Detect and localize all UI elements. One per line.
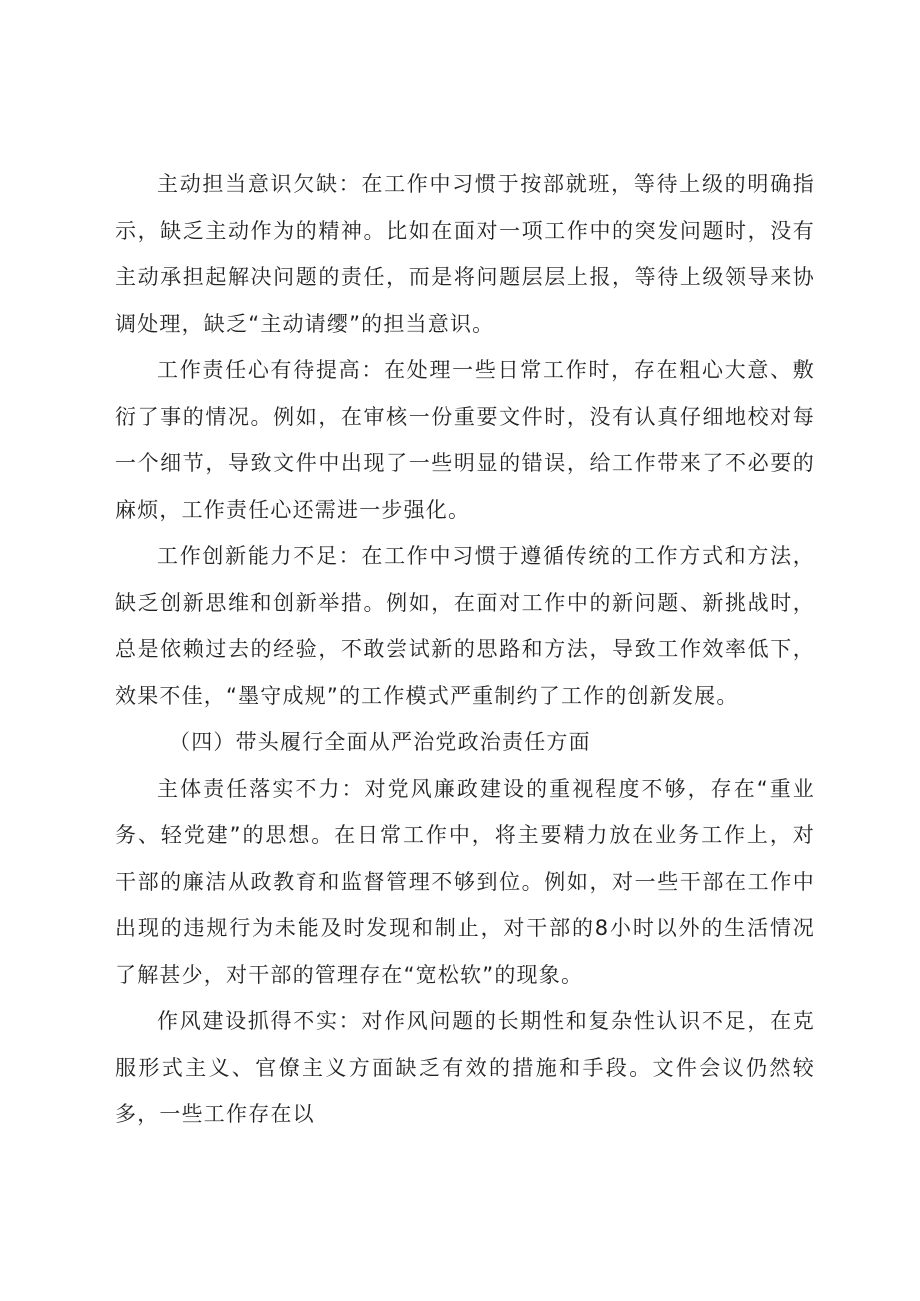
paragraph-innovation: 工作创新能力不足：在工作中习惯于遵循传统的工作方式和方法，缺乏创新思维和创新举措。例如，在面对工作中的新问题、新挑战时，总是依赖过去的经验，不敢尝试新的思路和方法，导致工作效率低下，效果不佳，“墨守成规”的工作模式严重制约了工作的创新发展。	[115, 544, 815, 708]
section-heading: （四）带头履行全面从严治党政治责任方面	[169, 730, 591, 754]
paragraph-work-style: 作风建设抓得不实：对作风问题的长期性和复杂性认识不足，在克服形式主义、官僚主义方面缺乏有效的措施和手段。文件会议仍然较多，一些工作存在以	[115, 1009, 815, 1126]
paragraph-initiative: 主动担当意识欠缺：在工作中习惯于按部就班，等待上级的明确指示，缺乏主动作为的精神。比如在面对一项工作中的突发问题时，没有主动承担起解决问题的责任，而是将问题层层上报，等待上级领导来协调处理，缺乏“主动请缨”的担当意识。	[115, 172, 815, 336]
paragraph-responsibility: 工作责任心有待提高：在处理一些日常工作时，存在粗心大意、敷衍了事的情况。例如，在审核一份重要文件时，没有认真仔细地校对每一个细节，导致文件中出现了一些明显的错误，给工作带来了不必要的麻烦，工作责任心还需进一步强化。	[115, 358, 815, 522]
paragraph-main-responsibility: 主体责任落实不力：对党风廉政建设的重视程度不够，存在“重业务、轻党建”的思想。在日常工作中，将主要精力放在业务工作上，对干部的廉洁从政教育和监督管理不够到位。例如，对一些干部在工作中出现的违规行为未能及时发现和制止，对干部的8小时以外的生活情况了解甚少，对干部的管理存在“宽松软”的现象。	[115, 776, 815, 987]
document-body	[115, 161, 815, 1138]
